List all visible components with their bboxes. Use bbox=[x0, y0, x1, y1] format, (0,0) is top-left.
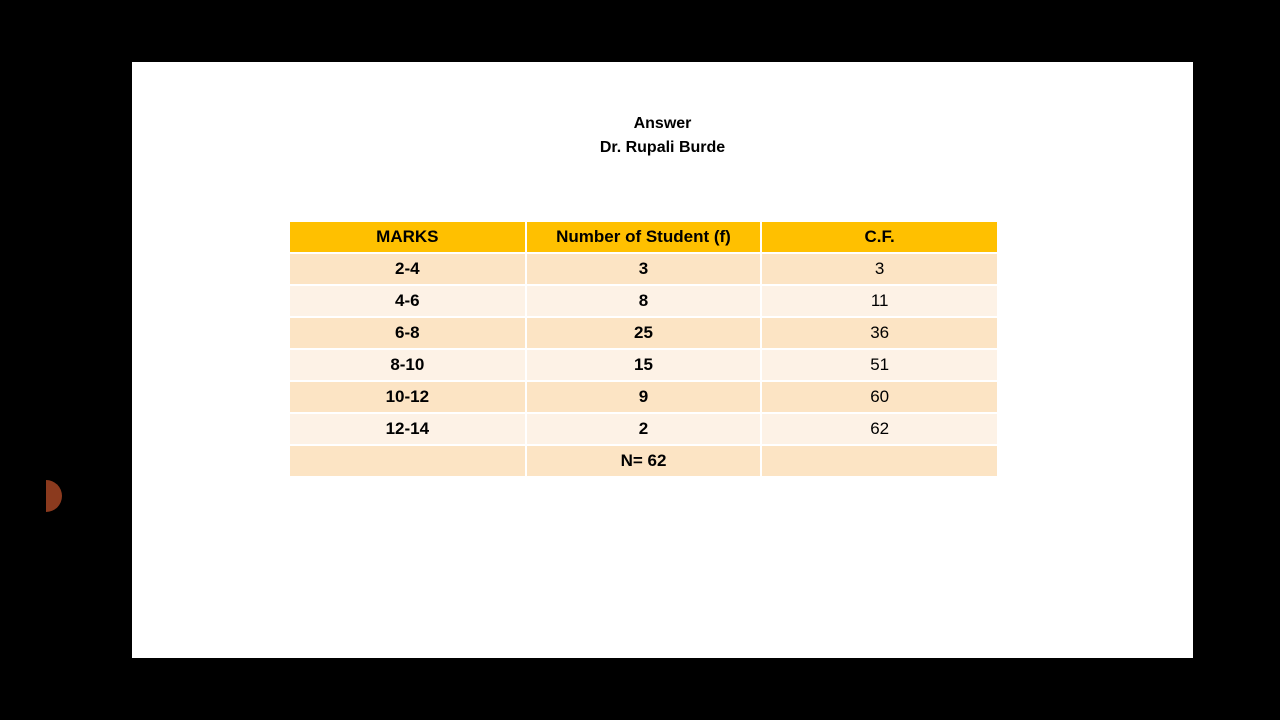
header-cf: C.F. bbox=[761, 222, 997, 253]
header-marks: MARKS bbox=[290, 222, 526, 253]
total-cf bbox=[761, 445, 997, 477]
cell-marks: 8-10 bbox=[290, 349, 526, 381]
cell-cf: 51 bbox=[761, 349, 997, 381]
cell-frequency: 15 bbox=[526, 349, 762, 381]
record-indicator-icon bbox=[30, 480, 62, 512]
table-total-row bbox=[290, 445, 997, 477]
cell-frequency: 2 bbox=[526, 413, 762, 445]
cell-frequency: 9 bbox=[526, 381, 762, 413]
cell-frequency: 8 bbox=[526, 285, 762, 317]
table-row bbox=[290, 317, 997, 349]
frequency-table bbox=[290, 222, 997, 478]
table-row bbox=[290, 349, 997, 381]
title-line-answer: Answer bbox=[633, 115, 692, 132]
table-row bbox=[290, 413, 997, 445]
cell-frequency: 25 bbox=[526, 317, 762, 349]
title-line-author: Dr. Rupali Burde bbox=[599, 139, 726, 156]
table-row bbox=[290, 253, 997, 285]
cell-cf: 36 bbox=[761, 317, 997, 349]
table-row bbox=[290, 381, 997, 413]
cell-marks: 4-6 bbox=[290, 285, 526, 317]
table-row bbox=[290, 285, 997, 317]
cell-marks: 6-8 bbox=[290, 317, 526, 349]
total-marks bbox=[290, 445, 526, 477]
cell-cf: 11 bbox=[761, 285, 997, 317]
cell-marks: 2-4 bbox=[290, 253, 526, 285]
cell-cf: 62 bbox=[761, 413, 997, 445]
slide-title bbox=[132, 112, 1193, 160]
table-header-row bbox=[290, 222, 997, 253]
total-n: N= 62 bbox=[526, 445, 762, 477]
slide bbox=[132, 62, 1193, 658]
cell-cf: 60 bbox=[761, 381, 997, 413]
cell-marks: 10-12 bbox=[290, 381, 526, 413]
cell-marks: 12-14 bbox=[290, 413, 526, 445]
header-frequency: Number of Student (f) bbox=[526, 222, 762, 253]
cell-cf: 3 bbox=[761, 253, 997, 285]
cell-frequency: 3 bbox=[526, 253, 762, 285]
